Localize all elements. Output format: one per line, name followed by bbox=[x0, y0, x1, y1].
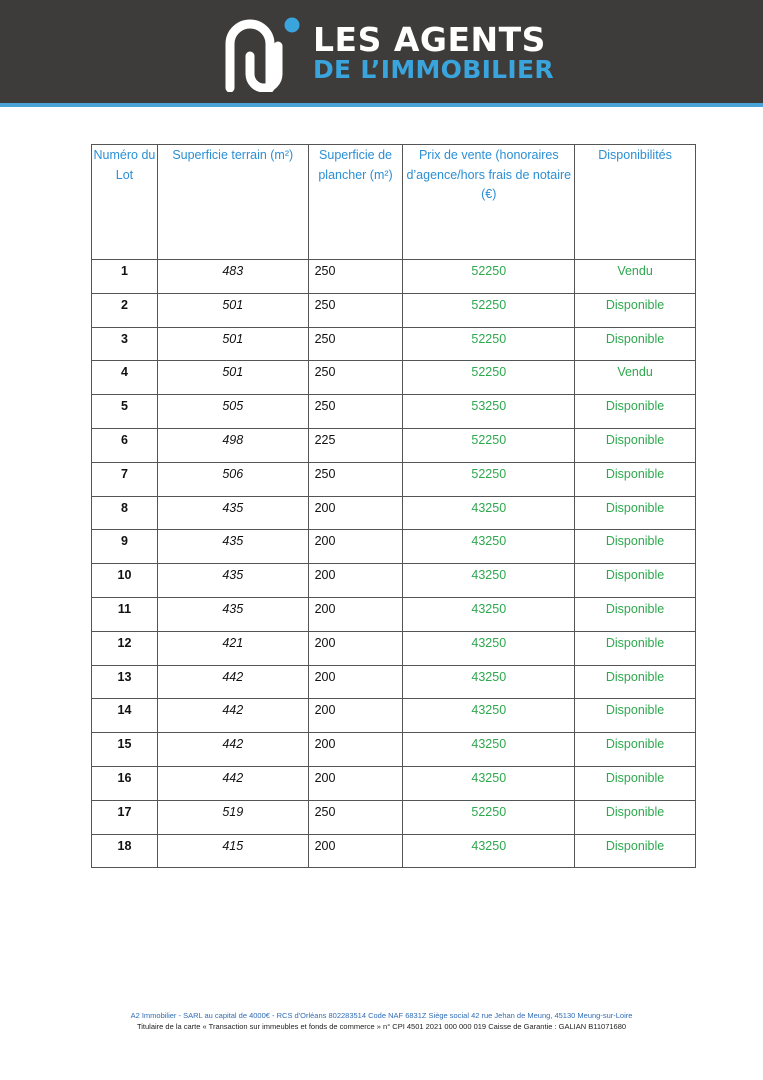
price-cell: 43250 bbox=[403, 766, 575, 800]
lot-number-cell: 12 bbox=[92, 631, 158, 665]
table-header-row bbox=[92, 145, 696, 260]
table-row bbox=[92, 766, 696, 800]
price-cell: 43250 bbox=[403, 530, 575, 564]
floor-area-cell: 200 bbox=[308, 834, 403, 868]
land-area-cell: 501 bbox=[157, 361, 308, 395]
availability-cell: Disponible bbox=[575, 665, 696, 699]
price-cell: 52250 bbox=[403, 800, 575, 834]
price-cell: 43250 bbox=[403, 699, 575, 733]
price-cell: 43250 bbox=[403, 564, 575, 598]
column-header-floor-area: Superficie de plancher (m²) bbox=[308, 145, 403, 260]
land-area-cell: 435 bbox=[157, 496, 308, 530]
lot-number-cell: 18 bbox=[92, 834, 158, 868]
land-area-cell: 442 bbox=[157, 766, 308, 800]
lot-number-cell: 13 bbox=[92, 665, 158, 699]
brand-name-line2: DE L’IMMOBILIER bbox=[313, 55, 554, 84]
lot-number-cell: 3 bbox=[92, 327, 158, 361]
lots-table-body bbox=[92, 260, 696, 868]
price-cell: 52250 bbox=[403, 361, 575, 395]
land-area-cell: 483 bbox=[157, 260, 308, 294]
land-area-cell: 415 bbox=[157, 834, 308, 868]
land-area-cell: 421 bbox=[157, 631, 308, 665]
floor-area-cell: 200 bbox=[308, 597, 403, 631]
table-row bbox=[92, 733, 696, 767]
price-cell: 43250 bbox=[403, 834, 575, 868]
availability-cell: Disponible bbox=[575, 327, 696, 361]
footer-license-info: Titulaire de la carte « Transaction sur immeubles et fonds de commerce » n° CPI 4501 2021 000 000 019 Caisse de Garantie : GALIAN B11071680 bbox=[136, 1022, 627, 1031]
land-area-cell: 519 bbox=[157, 800, 308, 834]
land-area-cell: 505 bbox=[157, 395, 308, 429]
availability-cell: Disponible bbox=[575, 631, 696, 665]
lot-number-cell: 11 bbox=[92, 597, 158, 631]
floor-area-cell: 200 bbox=[308, 665, 403, 699]
lot-number-cell: 9 bbox=[92, 530, 158, 564]
lot-number-cell: 14 bbox=[92, 699, 158, 733]
column-header-availability: Disponibilités bbox=[575, 145, 696, 260]
header-accent-stripe bbox=[0, 103, 763, 107]
table-row bbox=[92, 631, 696, 665]
table-row bbox=[92, 496, 696, 530]
lot-number-cell: 6 bbox=[92, 428, 158, 462]
price-cell: 52250 bbox=[403, 428, 575, 462]
floor-area-cell: 250 bbox=[308, 395, 403, 429]
price-cell: 43250 bbox=[403, 597, 575, 631]
floor-area-cell: 250 bbox=[308, 361, 403, 395]
price-cell: 43250 bbox=[403, 496, 575, 530]
lot-number-cell: 4 bbox=[92, 361, 158, 395]
lot-number-cell: 8 bbox=[92, 496, 158, 530]
lot-number-cell: 10 bbox=[92, 564, 158, 598]
availability-cell: Disponible bbox=[575, 699, 696, 733]
land-area-cell: 498 bbox=[157, 428, 308, 462]
floor-area-cell: 200 bbox=[308, 564, 403, 598]
availability-cell: Disponible bbox=[575, 800, 696, 834]
price-cell: 52250 bbox=[403, 260, 575, 294]
land-area-cell: 442 bbox=[157, 699, 308, 733]
column-header-lot-number: Numéro du Lot bbox=[92, 145, 158, 260]
floor-area-cell: 250 bbox=[308, 260, 403, 294]
page-header bbox=[0, 0, 763, 103]
floor-area-cell: 250 bbox=[308, 327, 403, 361]
table-row bbox=[92, 462, 696, 496]
availability-cell: Disponible bbox=[575, 293, 696, 327]
lots-table bbox=[91, 144, 696, 868]
floor-area-cell: 200 bbox=[308, 631, 403, 665]
land-area-cell: 442 bbox=[157, 733, 308, 767]
table-row bbox=[92, 361, 696, 395]
price-cell: 53250 bbox=[403, 395, 575, 429]
price-cell: 43250 bbox=[403, 733, 575, 767]
availability-cell: Vendu bbox=[575, 260, 696, 294]
land-area-cell: 501 bbox=[157, 293, 308, 327]
footer-company-info: A2 Immobilier - SARL au capital de 4000€ - RCS d'Orléans 802283514 Code NAF 6831Z Siège social 42 rue Jehan de Meung, 45130 Meung-sur-Loire bbox=[130, 1011, 633, 1020]
column-header-land-area: Superficie terrain (m²) bbox=[157, 145, 308, 260]
floor-area-cell: 250 bbox=[308, 462, 403, 496]
availability-cell: Disponible bbox=[575, 462, 696, 496]
table-row bbox=[92, 699, 696, 733]
table-row bbox=[92, 800, 696, 834]
lot-number-cell: 2 bbox=[92, 293, 158, 327]
price-cell: 52250 bbox=[403, 293, 575, 327]
table-row bbox=[92, 293, 696, 327]
floor-area-cell: 200 bbox=[308, 699, 403, 733]
availability-cell: Disponible bbox=[575, 766, 696, 800]
floor-area-cell: 225 bbox=[308, 428, 403, 462]
availability-cell: Vendu bbox=[575, 361, 696, 395]
lot-number-cell: 5 bbox=[92, 395, 158, 429]
price-cell: 43250 bbox=[403, 631, 575, 665]
table-row bbox=[92, 564, 696, 598]
table-row bbox=[92, 260, 696, 294]
availability-cell: Disponible bbox=[575, 428, 696, 462]
table-row bbox=[92, 665, 696, 699]
table-row bbox=[92, 834, 696, 868]
land-area-cell: 442 bbox=[157, 665, 308, 699]
land-area-cell: 435 bbox=[157, 597, 308, 631]
agents-logo-icon bbox=[222, 16, 304, 92]
availability-cell: Disponible bbox=[575, 530, 696, 564]
floor-area-cell: 200 bbox=[308, 496, 403, 530]
table-row bbox=[92, 530, 696, 564]
lot-number-cell: 7 bbox=[92, 462, 158, 496]
availability-cell: Disponible bbox=[575, 733, 696, 767]
lot-number-cell: 15 bbox=[92, 733, 158, 767]
column-header-price: Prix de vente (honoraires d’agence/hors frais de notaire (€) bbox=[403, 145, 575, 260]
lot-number-cell: 17 bbox=[92, 800, 158, 834]
floor-area-cell: 200 bbox=[308, 530, 403, 564]
floor-area-cell: 200 bbox=[308, 733, 403, 767]
table-row bbox=[92, 428, 696, 462]
availability-cell: Disponible bbox=[575, 395, 696, 429]
price-cell: 43250 bbox=[403, 665, 575, 699]
floor-area-cell: 200 bbox=[308, 766, 403, 800]
table-row bbox=[92, 327, 696, 361]
table-row bbox=[92, 597, 696, 631]
lot-number-cell: 1 bbox=[92, 260, 158, 294]
price-cell: 52250 bbox=[403, 327, 575, 361]
floor-area-cell: 250 bbox=[308, 293, 403, 327]
land-area-cell: 435 bbox=[157, 530, 308, 564]
land-area-cell: 506 bbox=[157, 462, 308, 496]
availability-cell: Disponible bbox=[575, 834, 696, 868]
table-row bbox=[92, 395, 696, 429]
floor-area-cell: 250 bbox=[308, 800, 403, 834]
land-area-cell: 501 bbox=[157, 327, 308, 361]
availability-cell: Disponible bbox=[575, 564, 696, 598]
availability-cell: Disponible bbox=[575, 496, 696, 530]
lot-number-cell: 16 bbox=[92, 766, 158, 800]
brand-name-line1: LES AGENTS bbox=[313, 20, 546, 59]
availability-cell: Disponible bbox=[575, 597, 696, 631]
land-area-cell: 435 bbox=[157, 564, 308, 598]
price-cell: 52250 bbox=[403, 462, 575, 496]
